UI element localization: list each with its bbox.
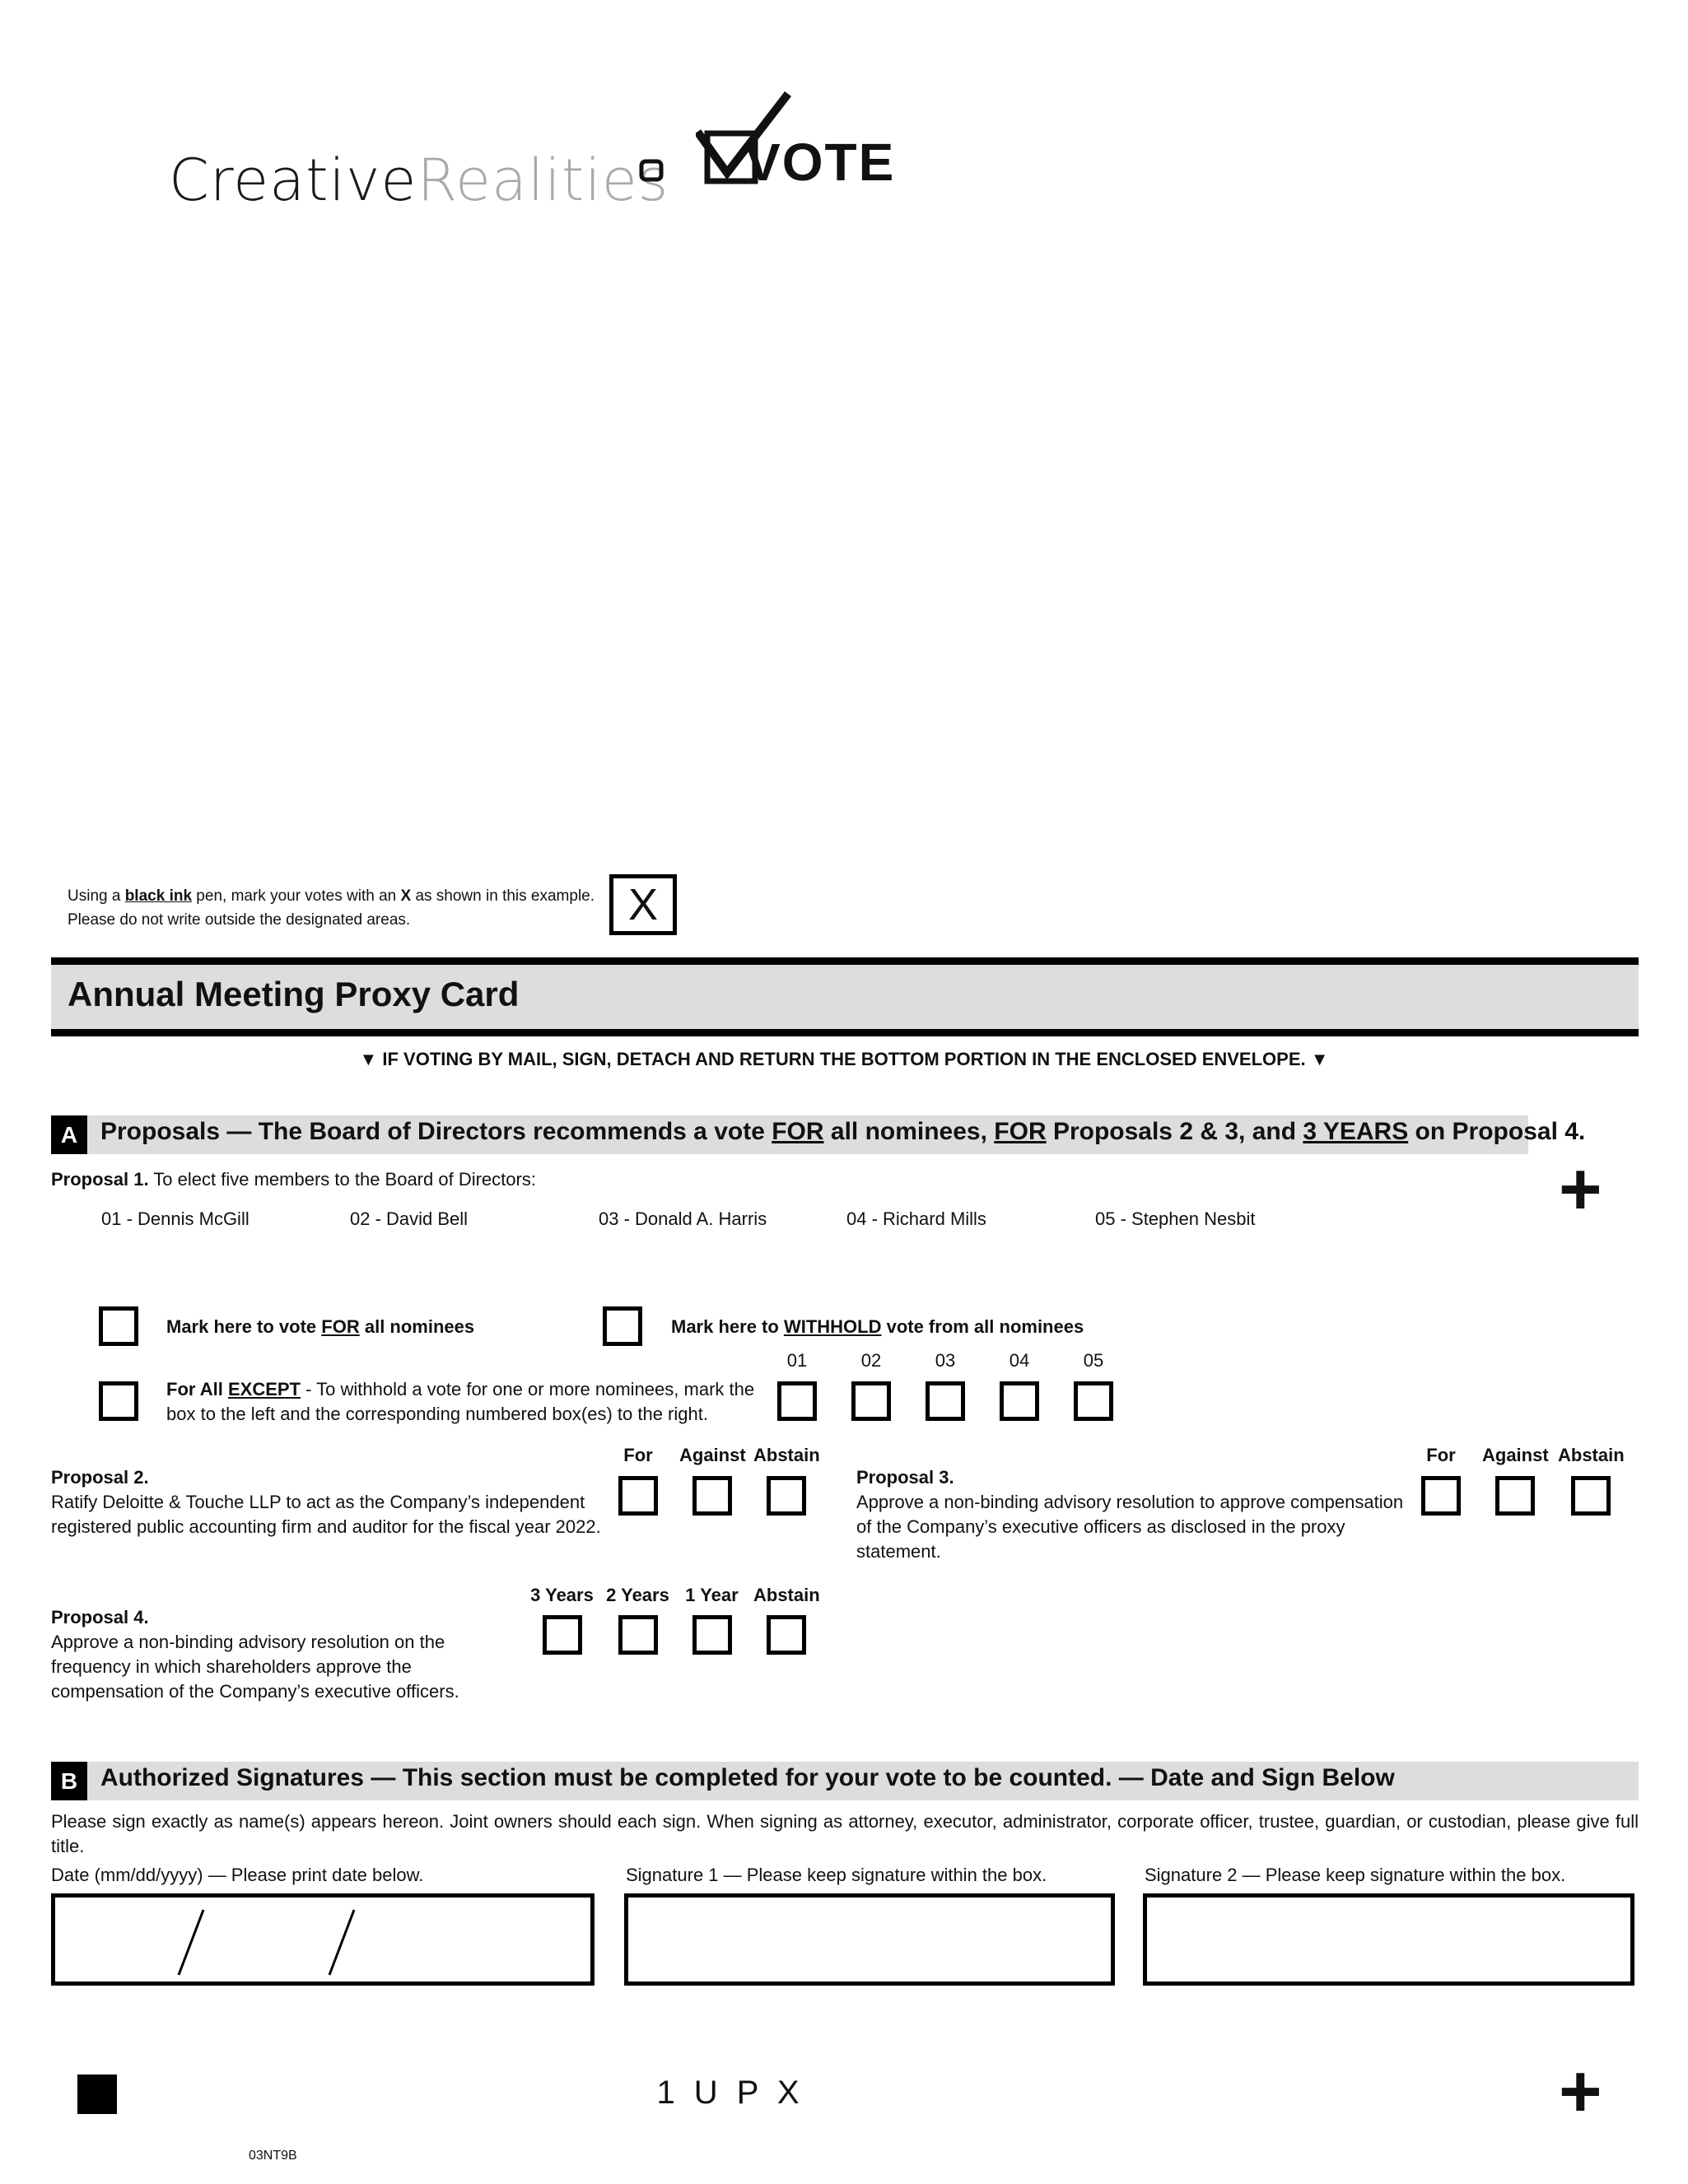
withhold-all-checkbox[interactable] (603, 1306, 642, 1346)
p4-1-year-checkbox[interactable] (692, 1615, 732, 1655)
nominee-02: 02 - David Bell (350, 1208, 469, 1229)
p4-3-years-checkbox[interactable] (543, 1615, 582, 1655)
vote-for-all-label: Mark here to vote FOR all nominees (166, 1316, 475, 1337)
except-nominee-05-checkbox[interactable] (1074, 1381, 1113, 1421)
proposal-1-heading: Proposal 1. To elect five members to the Board of Directors: (51, 1169, 536, 1190)
except-nominee-02-checkbox[interactable] (851, 1381, 891, 1421)
p2-abstain-header: Abstain (753, 1445, 820, 1465)
date-input-box[interactable] (51, 1893, 595, 1986)
proposal-4-text: Proposal 4. Approve a non-binding advisory resolution on the frequency in which shareholders approve the compensation of the Company’s executive officers. (51, 1607, 459, 1702)
nominee-04: 04 - Richard Mills (846, 1208, 986, 1229)
withhold-all-label: Mark here to WITHHOLD vote from all nominees (671, 1316, 1084, 1337)
vote-logo (696, 91, 896, 198)
form-code: 03NT9B (249, 2149, 297, 2163)
ink-instructions: Using a black ink pen, mark your votes with an X as shown in this example. Please do not write outside the designated areas. (68, 887, 595, 929)
signature-1-label: Signature 1 — Please keep signature within the box. (626, 1865, 1047, 1885)
nominee-03: 03 - Donald A. Harris (599, 1208, 767, 1229)
document-code: 1 U P X (656, 2075, 804, 2111)
signature-instructions: Please sign exactly as name(s) appears hereon. Joint owners should each sign. When signing as attorney, executor, administrator, corporate officer, trustee, guardian, or custodian, please give full title. (51, 1811, 1639, 1856)
title-top-rule (51, 957, 1639, 965)
proposal-3-text: Proposal 3. Approve a non-binding advisory resolution to approve compensation of the Company’s executive officers as disclosed in the proxy statement. (856, 1467, 1404, 1562)
registration-plus-icon: + (1559, 2051, 1602, 2133)
p3-for-checkbox[interactable] (1421, 1476, 1461, 1516)
for-all-except-label: For All EXCEPT - To withhold a vote for one or more nominees, mark the box to the left and the corresponding numbered box(es) to the right. (166, 1379, 755, 1424)
p3-for-header: For (1426, 1445, 1456, 1465)
p2-against-checkbox[interactable] (692, 1476, 732, 1516)
p2-against-header: Against (679, 1445, 746, 1465)
p2-abstain-checkbox[interactable] (767, 1476, 806, 1516)
p3-against-header: Against (1482, 1445, 1549, 1465)
nominee-05: 05 - Stephen Nesbit (1095, 1208, 1256, 1229)
mail-notice: ▼ IF VOTING BY MAIL, SIGN, DETACH AND RETURN THE BOTTOM PORTION IN THE ENCLOSED ENVELOPE. ▼ (359, 1049, 1329, 1069)
p4-abstain-header: Abstain (753, 1585, 820, 1605)
nominee-number-05: 05 (1083, 1350, 1104, 1371)
nominee-number-01: 01 (786, 1350, 808, 1371)
p4-1-year-header: 1 Year (685, 1585, 739, 1605)
section-a-badge: A (51, 1115, 87, 1154)
section-a-title: Proposals — The Board of Directors recommends a vote FOR all nominees, FOR Proposals 2 & 3, and 3 YEARS on Proposal 4. (100, 1118, 1586, 1145)
date-separator-slash (325, 1907, 358, 1977)
signature-2-label: Signature 2 — Please keep signature within the box. (1145, 1865, 1566, 1885)
date-separator-slash (175, 1907, 208, 1977)
signature-2-box[interactable] (1143, 1893, 1634, 1986)
registration-plus-icon: + (1559, 1148, 1602, 1231)
nominee-number-04: 04 (1009, 1350, 1030, 1371)
example-mark-box (609, 874, 677, 935)
p4-abstain-checkbox[interactable] (767, 1615, 806, 1655)
vote-logo-text: VOTE (745, 133, 896, 192)
p4-3-years-header: 3 Years (530, 1585, 594, 1605)
p2-for-checkbox[interactable] (618, 1476, 658, 1516)
p2-for-header: For (623, 1445, 653, 1465)
nominee-number-03: 03 (935, 1350, 956, 1371)
company-logo (169, 147, 669, 214)
card-title: Annual Meeting Proxy Card (68, 975, 520, 1013)
nominee-number-02: 02 (860, 1350, 882, 1371)
p4-2-years-checkbox[interactable] (618, 1615, 658, 1655)
except-nominee-03-checkbox[interactable] (926, 1381, 965, 1421)
nominee-01: 01 - Dennis McGill (101, 1208, 249, 1229)
except-nominee-01-checkbox[interactable] (777, 1381, 817, 1421)
brand-name-part1: Creative (169, 147, 417, 214)
title-bottom-rule (51, 1029, 1639, 1036)
date-label: Date (mm/dd/yyyy) — Please print date below. (51, 1865, 424, 1885)
p3-abstain-checkbox[interactable] (1571, 1476, 1611, 1516)
proposal-2-text: Proposal 2. Ratify Deloitte & Touche LLP to act as the Company’s independent registered public accounting firm and auditor for the fiscal year 2022. (51, 1467, 601, 1537)
section-b-badge: B (51, 1762, 87, 1800)
example-x-mark: X (627, 880, 659, 929)
brand-name-part2: Realities (417, 147, 669, 214)
section-b-title: Authorized Signatures — This section must be completed for your vote to be counted. — Date and Sign Below (100, 1764, 1395, 1791)
except-nominee-04-checkbox[interactable] (1000, 1381, 1039, 1421)
signature-1-box[interactable] (624, 1893, 1115, 1986)
p4-2-years-header: 2 Years (606, 1585, 669, 1605)
p3-abstain-header: Abstain (1558, 1445, 1625, 1465)
brand-mark-icon (638, 156, 666, 184)
vote-for-all-checkbox[interactable] (99, 1306, 138, 1346)
p3-against-checkbox[interactable] (1495, 1476, 1535, 1516)
for-all-except-checkbox[interactable] (99, 1381, 138, 1421)
